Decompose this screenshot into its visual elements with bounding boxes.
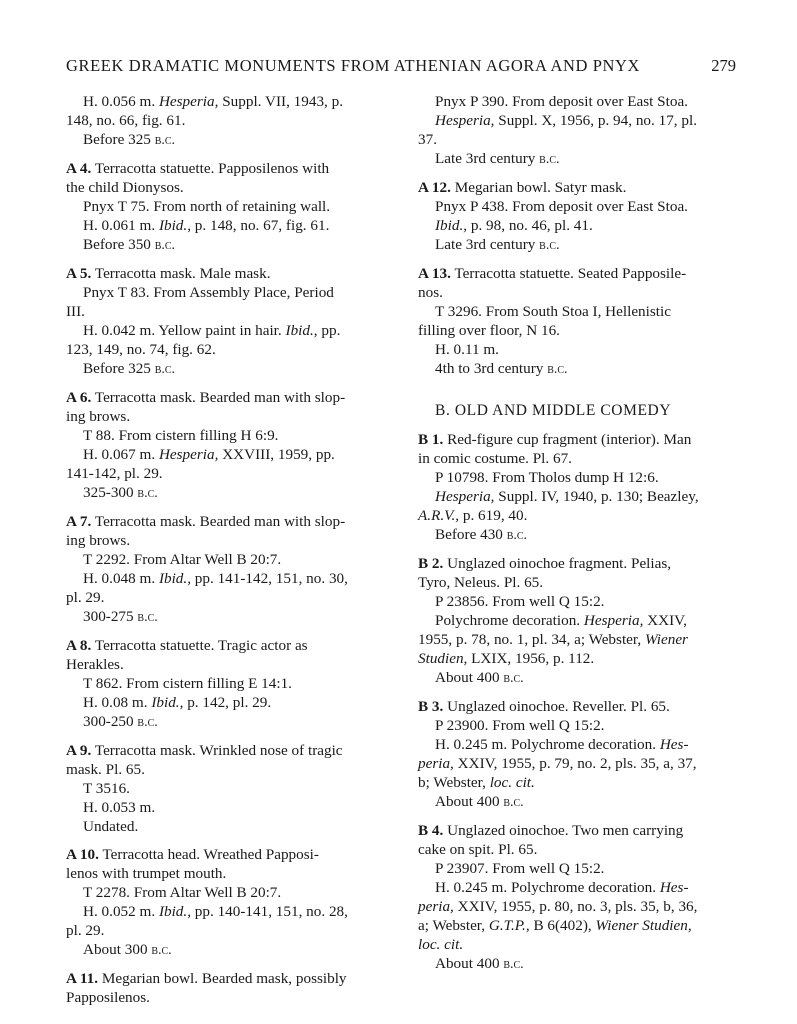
text-run: H. 0.052 m. (83, 903, 159, 920)
catalog-entry-b3 (418, 697, 736, 812)
text-line: Pnyx T 83. From Assembly Place, Period (83, 284, 334, 301)
text-line (418, 178, 736, 197)
text-run: Hesperia, (435, 112, 495, 129)
text-run: Terracotta mask. Male mask. (91, 265, 271, 282)
text-run: Before 430 (435, 526, 507, 543)
text-run: Suppl. IV, 1940, p. 130; Beazley, (494, 488, 699, 505)
text-line (418, 554, 736, 573)
text-run: b.c. (154, 238, 176, 253)
text-run: Terracotta head. Wreathed Papposi- (98, 846, 319, 863)
text-line: Papposilenos. (66, 989, 150, 1006)
text-run: Hes- (659, 736, 689, 753)
text-line (66, 940, 384, 960)
text-line: Undated. (83, 818, 139, 835)
text-line (66, 902, 384, 921)
text-line: the child Dionysos. (66, 179, 184, 196)
text-line (66, 321, 384, 340)
text-run: peria, (418, 898, 454, 915)
text-run: Terracotta mask. Bearded man with slop- (91, 513, 346, 530)
text-line: mask. Pl. 65. (66, 761, 145, 778)
text-run: Before 325 (83, 360, 155, 377)
catalog-entry-b1 (418, 430, 736, 545)
text-line (418, 697, 736, 716)
text-line (66, 693, 384, 712)
entry-id: A 4. (66, 160, 92, 177)
text-run: G.T.P., (488, 917, 530, 934)
text-run: Unglazed oinochoe. Reveller. Pl. 65. (443, 698, 670, 715)
text-run: 4th to 3rd century (435, 360, 548, 377)
text-run: Ibid., (158, 903, 191, 920)
text-run: Megarian bowl. Bearded mask, possibly (98, 970, 347, 987)
entry-id: A 10. (66, 846, 99, 863)
text-line: T 2292. From Altar Well B 20:7. (83, 551, 282, 568)
section-heading: B. OLD AND MIDDLE COMEDY (435, 402, 672, 419)
text-run: Terracotta statuette. Tragic actor as (91, 637, 308, 654)
catalog-entry-a8 (66, 636, 384, 732)
text-run: b.c. (503, 795, 524, 810)
text-line (66, 712, 384, 732)
text-line (418, 149, 736, 169)
entry-id: A 12. (418, 179, 451, 196)
text-line (418, 878, 736, 897)
entry-id: A 8. (66, 637, 92, 654)
text-line (66, 235, 384, 255)
text-line: nos. (418, 284, 443, 301)
text-line (66, 92, 384, 111)
text-line: T 862. From cistern filling E 14:1. (83, 675, 292, 692)
text-line (66, 607, 384, 627)
text-run: pp. 141-142, 151, no. 30, (191, 570, 348, 587)
text-line (66, 741, 384, 760)
text-run: B 6(402), (529, 917, 596, 934)
text-line: T 88. From cistern filling H 6:9. (83, 427, 279, 444)
text-run: b.c. (137, 486, 158, 501)
text-line: P 23907. From well Q 15:2. (435, 860, 605, 877)
text-run: b; Webster, (418, 774, 490, 791)
text-line: lenos with trumpet mouth. (66, 865, 227, 882)
text-line (418, 506, 736, 525)
text-run: p. 142, pl. 29. (183, 694, 272, 711)
text-line: H. 0.11 m. (435, 341, 499, 358)
text-run: b.c. (503, 671, 524, 686)
catalog-entry-a12 (418, 178, 736, 255)
text-run: Red-figure cup fragment (interior). Man (443, 431, 692, 448)
text-line: ing brows. (66, 532, 131, 549)
text-run: Suppl. X, 1956, p. 94, no. 17, pl. (494, 112, 697, 129)
catalog-entry-a4 (66, 159, 384, 255)
text-run: XXIV, (643, 612, 687, 629)
text-run: Megarian bowl. Satyr mask. (450, 179, 627, 196)
text-run: p. 98, no. 46, pl. 41. (467, 217, 593, 234)
text-line: loc. cit. (418, 936, 464, 953)
text-line: H. 0.053 m. (83, 799, 156, 816)
text-run: 325-300 (83, 484, 138, 501)
text-line (418, 611, 736, 630)
text-run: H. 0.042 m. Yellow paint in hair. (83, 322, 286, 339)
text-line (418, 111, 736, 130)
text-run: p. 148, no. 67, fig. 61. (191, 217, 330, 234)
text-line (66, 388, 384, 407)
text-line (418, 430, 736, 449)
entry-id: A 9. (66, 742, 92, 759)
entry-id: A 7. (66, 513, 92, 530)
text-line: 148, no. 66, fig. 61. (66, 112, 186, 129)
text-line: T 3516. (83, 780, 130, 797)
text-line (418, 630, 736, 649)
catalog-entry-a10 (66, 845, 384, 960)
text-run: 300-275 (83, 608, 138, 625)
text-line: Tyro, Neleus. Pl. 65. (418, 574, 544, 591)
text-run: H. 0.061 m. (83, 217, 159, 234)
text-line (66, 845, 384, 864)
text-run: XXVIII, 1959, pp. (218, 446, 335, 463)
page-number: 279 (711, 56, 736, 75)
text-run: loc. cit. (489, 774, 535, 791)
entry-id: B 2. (418, 555, 444, 572)
text-run: Terracotta mask. Wrinkled nose of tragic (91, 742, 343, 759)
text-line: T 3296. From South Stoa I, Hellenistic (435, 303, 671, 320)
text-run: Hesperia, (435, 488, 495, 505)
text-run: H. 0.067 m. (83, 446, 159, 463)
text-line: pl. 29. (66, 922, 105, 939)
catalog-entry-b4 (418, 821, 736, 974)
text-line: pl. 29. (66, 589, 105, 606)
catalog-entry-a11 (66, 969, 384, 1007)
text-run: Unglazed oinochoe. Two men carrying (443, 822, 684, 839)
text-run: Ibid., (158, 217, 191, 234)
text-line (418, 754, 736, 773)
catalog-entry-a11-continued (418, 92, 736, 169)
text-run: peria, (418, 755, 454, 772)
text-run: b.c. (154, 133, 176, 148)
text-run: pp. 140-141, 151, no. 28, (191, 903, 348, 920)
catalog-entry-a6 (66, 388, 384, 503)
text-run: About 300 (83, 941, 152, 958)
text-run: Terracotta mask. Bearded man with slop- (91, 389, 346, 406)
text-line (418, 235, 736, 255)
text-run: b.c. (539, 152, 560, 167)
text-line: T 2278. From Altar Well B 20:7. (83, 884, 282, 901)
text-run: About 400 (435, 793, 504, 810)
text-line (66, 512, 384, 531)
text-run: b.c. (151, 943, 172, 958)
text-run: Terracotta statuette. Papposilenos with (91, 160, 330, 177)
text-run: b.c. (506, 528, 528, 543)
text-run: Terracotta statuette. Seated Papposile- (450, 265, 687, 282)
text-line: in comic costume. Pl. 67. (418, 450, 572, 467)
text-line: P 23900. From well Q 15:2. (435, 717, 605, 734)
text-line: cake on spit. Pl. 65. (418, 841, 538, 858)
right-column (418, 92, 736, 983)
text-run: a; Webster, (418, 917, 489, 934)
text-line: Pnyx T 75. From north of retaining wall. (83, 198, 331, 215)
text-line (418, 735, 736, 754)
entry-id: A 6. (66, 389, 92, 406)
text-run: pp. (317, 322, 341, 339)
text-run: H. 0.048 m. (83, 570, 159, 587)
text-run: p. 619, 40. (459, 507, 528, 524)
text-run: Unglazed oinochoe fragment. Pelias, (443, 555, 672, 572)
text-run: XXIV, 1955, p. 80, no. 3, pls. 35, b, 36, (453, 898, 698, 915)
text-line: Herakles. (66, 656, 124, 673)
text-line (66, 445, 384, 464)
text-run: LXIX, 1956, p. 112. (467, 650, 595, 667)
text-line (66, 264, 384, 283)
text-line (66, 483, 384, 503)
text-run: Late 3rd century (435, 150, 540, 167)
text-line: P 10798. From Tholos dump H 12:6. (435, 469, 659, 486)
text-run: H. 0.056 m. (83, 93, 159, 110)
text-line (66, 969, 384, 988)
text-run: XXIV, 1955, p. 79, no. 2, pls. 35, a, 37, (453, 755, 697, 772)
text-run: Polychrome decoration. (435, 612, 584, 629)
text-line: Pnyx P 390. From deposit over East Stoa. (435, 93, 688, 110)
entry-id: A 5. (66, 265, 92, 282)
text-run: b.c. (547, 362, 568, 377)
text-line: 141-142, pl. 29. (66, 465, 163, 482)
text-run: Studien, (418, 650, 468, 667)
text-run: Hes- (659, 879, 689, 896)
entry-id: B 4. (418, 822, 444, 839)
text-run: b.c. (539, 238, 560, 253)
left-column (66, 92, 384, 1016)
text-line (418, 954, 736, 974)
text-line (418, 216, 736, 235)
text-line (66, 216, 384, 235)
text-line: ing brows. (66, 408, 131, 425)
text-line (66, 159, 384, 178)
text-run: 1955, p. 78, no. 1, pl. 34, a; Webster, (418, 631, 645, 648)
text-run: 300-250 (83, 713, 138, 730)
text-run: Before 350 (83, 236, 155, 253)
page-header (66, 56, 736, 82)
text-line: Pnyx P 438. From deposit over East Stoa. (435, 198, 688, 215)
text-line (418, 525, 736, 545)
text-run: Ibid., (151, 694, 184, 711)
running-title: GREEK DRAMATIC MONUMENTS FROM ATHENIAN AGORA AND PNYX (66, 56, 641, 75)
catalog-entry-a13 (418, 264, 736, 379)
text-run: H. 0.245 m. Polychrome decoration. (435, 879, 660, 896)
text-run: About 400 (435, 669, 504, 686)
catalog-entry-a5 (66, 264, 384, 379)
text-line (418, 649, 736, 668)
text-line (66, 130, 384, 150)
text-run: Suppl. VII, 1943, p. (218, 93, 344, 110)
text-run: A.R.V., (418, 507, 460, 524)
text-run: b.c. (137, 715, 158, 730)
text-run: Ibid., (158, 570, 191, 587)
text-line (66, 636, 384, 655)
text-line (418, 359, 736, 379)
text-run: b.c. (503, 957, 524, 972)
text-line: 123, 149, no. 74, fig. 62. (66, 341, 216, 358)
text-line (418, 916, 736, 935)
text-line: III. (66, 303, 85, 320)
text-line: filling over floor, N 16. (418, 322, 560, 339)
text-line (418, 897, 736, 916)
text-line (418, 487, 736, 506)
catalog-entry-a9 (66, 741, 384, 836)
entry-continued (66, 92, 384, 150)
text-run: b.c. (137, 610, 158, 625)
text-line: 37. (418, 131, 437, 148)
text-run: Wiener (644, 631, 688, 648)
entry-id: B 3. (418, 698, 444, 715)
text-line (418, 773, 736, 792)
text-line (418, 264, 736, 283)
text-run: Ibid., (285, 322, 318, 339)
text-run: Hesperia, (158, 93, 219, 110)
text-line (66, 359, 384, 379)
catalog-entry-b2 (418, 554, 736, 688)
text-line (66, 569, 384, 588)
entry-id: B 1. (418, 431, 444, 448)
text-run: About 400 (435, 955, 504, 972)
text-run: Ibid., (435, 217, 468, 234)
text-run: H. 0.245 m. Polychrome decoration. (435, 736, 660, 753)
text-line (418, 821, 736, 840)
entry-id: A 11. (66, 970, 99, 987)
text-run: Late 3rd century (435, 236, 540, 253)
entry-id: A 13. (418, 265, 451, 282)
text-line (418, 792, 736, 812)
text-run: Wiener Studien, (595, 917, 692, 934)
text-line (418, 668, 736, 688)
text-run: Hesperia, (583, 612, 644, 629)
text-run: b.c. (154, 362, 176, 377)
catalog-entry-a7 (66, 512, 384, 627)
text-run: Before 325 (83, 131, 155, 148)
text-run: Hesperia, (158, 446, 219, 463)
text-run: H. 0.08 m. (83, 694, 152, 711)
text-line: P 23856. From well Q 15:2. (435, 593, 605, 610)
